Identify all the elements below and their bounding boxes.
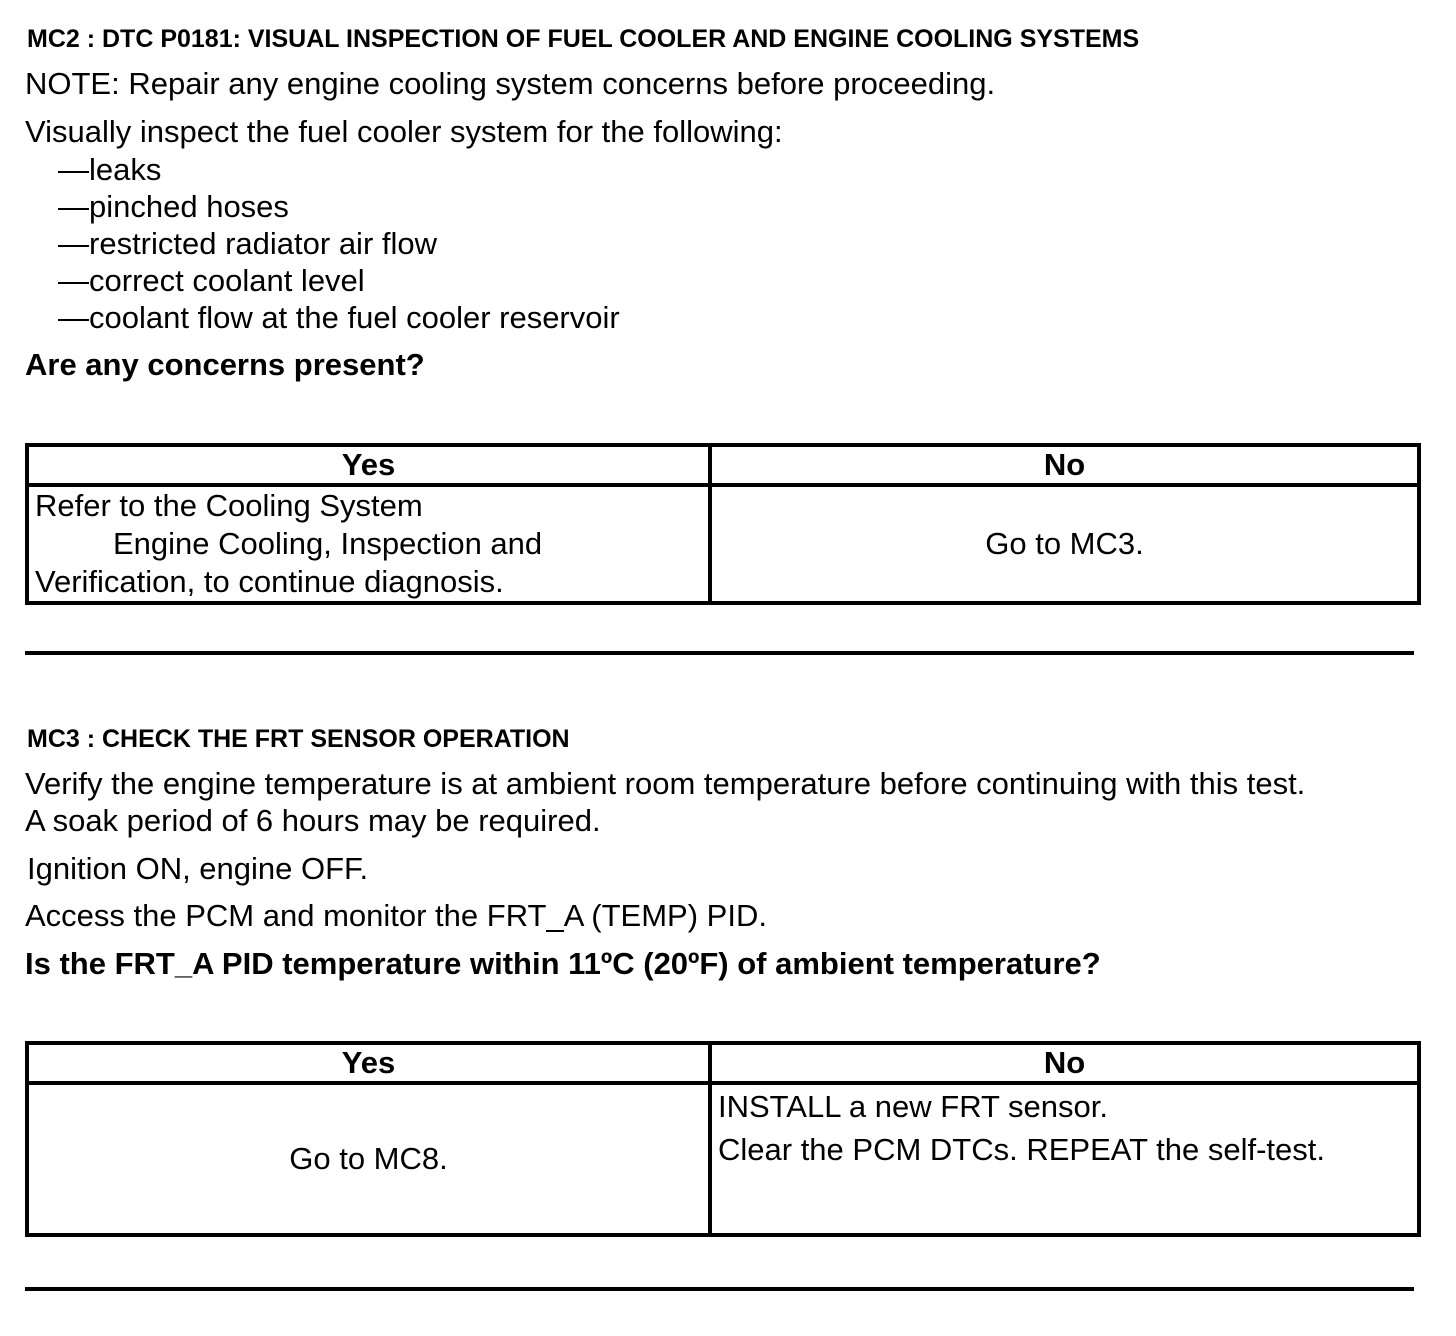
checklist-item: —correct coolant level xyxy=(58,263,365,298)
mc2-question: Are any concerns present? xyxy=(25,347,425,382)
mc3-verify-line1: Verify the engine temperature is at ambient room temperature before continuing with this test. xyxy=(25,766,1306,801)
mc2-decision-table xyxy=(25,443,1421,605)
mc2-instruction: Visually inspect the fuel cooler system for the following: xyxy=(25,114,783,149)
mc3-yes-header: Yes xyxy=(27,1043,710,1083)
checklist-item: —coolant flow at the fuel cooler reservoir xyxy=(58,300,620,335)
mc2-no-header: No xyxy=(710,445,1419,485)
mc3-access: Access the PCM and monitor the FRT_A (TEMP) PID. xyxy=(25,898,767,933)
checklist-item: —restricted radiator air flow xyxy=(58,226,438,261)
mc2-yes-line: Refer to the Cooling System xyxy=(35,488,423,523)
mc3-no-line: INSTALL a new FRT sensor. xyxy=(718,1089,1108,1124)
mc2-no-text: Go to MC3. xyxy=(985,526,1144,561)
mc2-no-cell xyxy=(710,485,1419,603)
mc2-yes-line: Engine Cooling, Inspection and xyxy=(113,526,543,561)
mc3-no-line: Clear the PCM DTCs. REPEAT the self-test. xyxy=(718,1132,1325,1167)
mc2-heading: MC2 : DTC P0181: VISUAL INSPECTION OF FUEL COOLER AND ENGINE COOLING SYSTEMS xyxy=(27,25,1140,53)
mc3-decision-table xyxy=(25,1041,1421,1237)
mc3-question: Is the FRT_A PID temperature within 11ºC (20ºF) of ambient temperature? xyxy=(25,946,1101,981)
mc3-no-header: No xyxy=(710,1043,1419,1083)
section-divider xyxy=(25,1287,1414,1291)
mc3-verify-line2: A soak period of 6 hours may be required. xyxy=(25,803,601,838)
mc3-no-cell xyxy=(710,1083,1419,1235)
mc3-yes-text: Go to MC8. xyxy=(289,1141,448,1176)
mc2-yes-cell xyxy=(27,485,710,603)
section-divider xyxy=(25,651,1414,655)
mc2-note: NOTE: Repair any engine cooling system concerns before proceeding. xyxy=(25,66,996,101)
mc2-yes-header: Yes xyxy=(27,445,710,485)
checklist-item: —pinched hoses xyxy=(58,189,289,224)
mc3-ignition: Ignition ON, engine OFF. xyxy=(27,851,369,886)
mc2-yes-line: Verification, to continue diagnosis. xyxy=(35,564,504,599)
checklist-item: —leaks xyxy=(58,152,162,187)
mc3-yes-cell xyxy=(27,1083,710,1235)
mc3-heading: MC3 : CHECK THE FRT SENSOR OPERATION xyxy=(27,725,570,753)
